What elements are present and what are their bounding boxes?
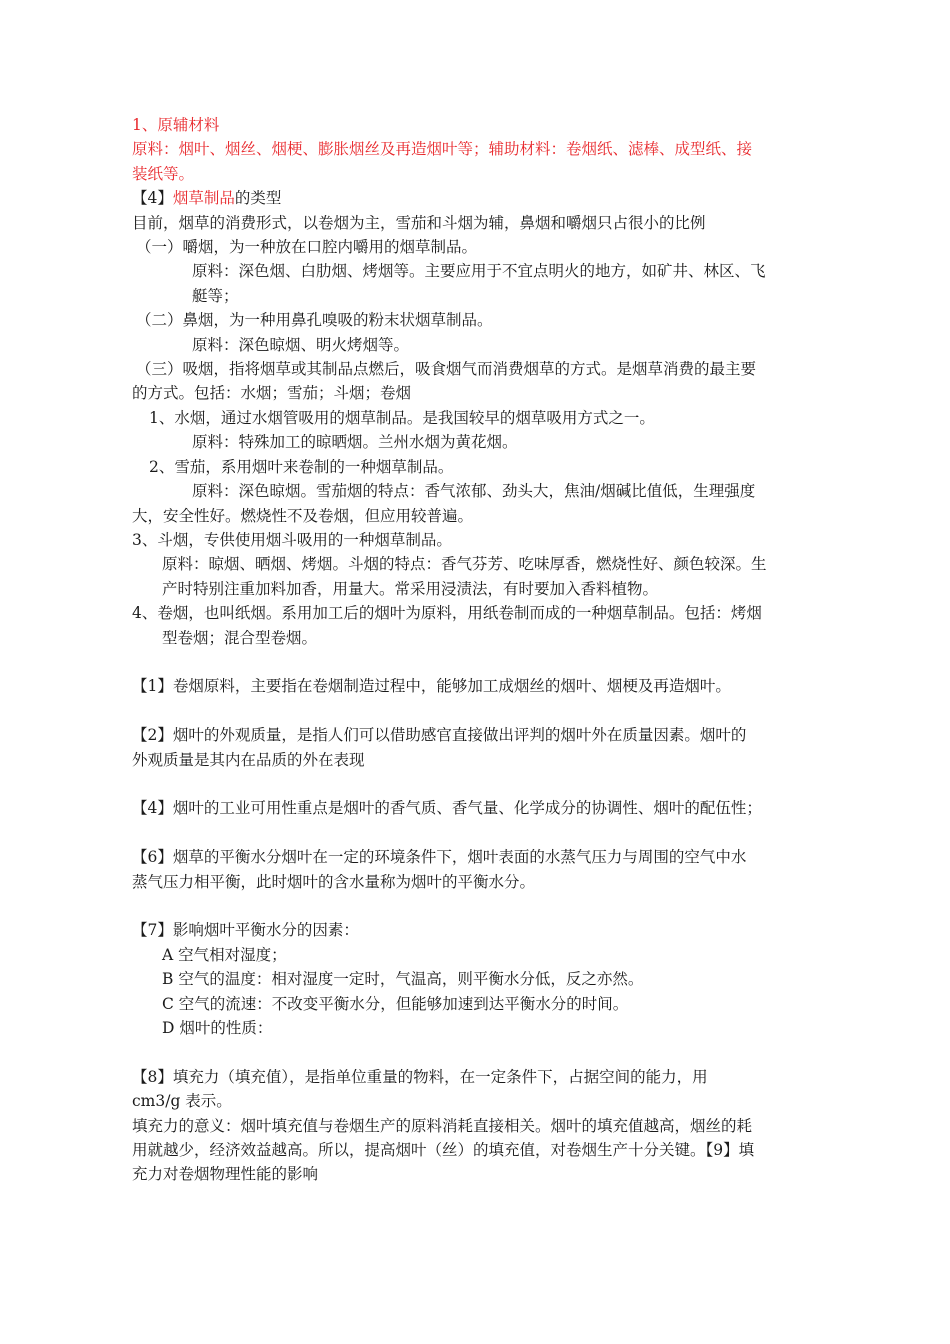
category-3-line-2: 的方式。包括：水烟；雪茄；斗烟；卷烟 xyxy=(132,384,412,403)
para-8-line-4: 用就越少，经济效益越高。所以，提高烟叶（丝）的填充值，对卷烟生产十分关键。【9】填 xyxy=(132,1140,755,1159)
para-1: 【1】卷烟原料，主要指在卷烟制造过程中，能够加工成烟丝的烟叶、烟梗及再造烟叶。 xyxy=(132,677,731,696)
spacer xyxy=(132,1040,824,1064)
para-4: 【4】烟叶的工业可用性重点是烟叶的香气质、香气量、化学成分的协调性、烟叶的配伍性； xyxy=(132,799,762,818)
document-body xyxy=(132,113,824,1187)
topic-heading xyxy=(132,186,824,210)
para-6: 【6】烟草的平衡水分烟叶在一定的环境条件下，烟叶表面的水蒸气压力与周围的空气中水 xyxy=(132,848,747,867)
subtype-3: 3、斗烟，专供使用烟斗吸用的一种烟草制品。 xyxy=(132,530,452,549)
para-8-line-2: cm3/g 表示。 xyxy=(132,1092,232,1111)
topic-suffix: 的类型 xyxy=(234,189,282,208)
para-8-line-5: 充力对卷烟物理性能的影响 xyxy=(132,1165,319,1184)
para-7: 【7】影响烟叶平衡水分的因素： xyxy=(132,921,359,940)
spacer xyxy=(132,650,824,674)
topic-number: 【4】 xyxy=(132,189,173,208)
subtype-2: 2、雪茄，系用烟叶来卷制的一种烟草制品。 xyxy=(149,457,454,476)
para-2: 【2】烟叶的外观质量，是指人们可以借助感官直接做出评判的烟叶外在质量因素。烟叶的 xyxy=(132,726,747,745)
topic-highlight: 烟草制品 xyxy=(172,189,235,208)
raw-materials-line: 原料：烟叶、烟丝、烟梗、膨胀烟丝及再造烟叶等；辅助材料：卷烟纸、滤棒、成型纸、接 xyxy=(132,140,753,159)
para-2-line-2: 外观质量是其内在品质的外在表现 xyxy=(132,750,365,769)
para-8: 【8】填充力（填充值），是指单位重量的物料，在一定条件下，占据空间的能力，用 xyxy=(132,1067,708,1086)
subtype-1: 1、水烟，通过水烟管吸用的烟草制品。是我国较早的烟草吸用方式之一。 xyxy=(149,408,655,427)
subtype-2-detail-2: 大，安全性好。燃烧性不及卷烟，但应用较普遍。 xyxy=(132,506,474,525)
factor-a: A 空气相对湿度； xyxy=(162,945,287,964)
category-1: （一）嚼烟，为一种放在口腔内嚼用的烟草制品。 xyxy=(136,238,478,257)
spacer xyxy=(132,894,824,918)
para-6-line-2: 蒸气压力相平衡，此时烟叶的含水量称为烟叶的平衡水分。 xyxy=(132,872,536,891)
subtype-1-detail: 原料：特殊加工的晾晒烟。兰州水烟为黄花烟。 xyxy=(192,433,518,452)
para-8-line-3: 填充力的意义：烟叶填充值与卷烟生产的原料消耗直接相关。烟叶的填充值越高，烟丝的耗 xyxy=(132,1116,753,1135)
section-heading: 1、原辅材料 xyxy=(132,116,220,134)
category-2: （二）鼻烟，为一种用鼻孔嗅吸的粉末状烟草制品。 xyxy=(136,311,493,330)
subtype-4-line-2: 型卷烟；混合型卷烟。 xyxy=(162,628,318,647)
factor-b: B 空气的温度：相对湿度一定时，气温高，则平衡水分低，反之亦然。 xyxy=(162,970,644,989)
subtype-4: 4、卷烟，也叫纸烟。系用加工后的烟叶为原料，用纸卷制而成的一种烟草制品。包括：烤烟 xyxy=(132,604,762,623)
subtype-3-detail-2: 产时特别注重加料加香，用量大。常采用浸渍法，有时要加入香料植物。 xyxy=(162,579,659,598)
category-1-detail: 原料：深色烟、白肋烟、烤烟等。主要应用于不宜点明火的地方，如矿井、林区、飞 xyxy=(192,262,766,281)
spacer xyxy=(132,821,824,845)
factor-c: C 空气的流速：不改变平衡水分，但能够加速到达平衡水分的时间。 xyxy=(162,994,629,1013)
category-1-detail-2: 艇等； xyxy=(192,286,239,305)
spacer xyxy=(132,772,824,796)
category-3: （三）吸烟，指将烟草或其制品点燃后，吸食烟气而消费烟草的方式。是烟草消费的最主要 xyxy=(136,360,757,379)
spacer xyxy=(132,699,824,723)
subtype-2-detail: 原料：深色晾烟。雪茄烟的特点：香气浓郁、劲头大，焦油/烟碱比值低，生理强度 xyxy=(192,482,756,501)
raw-materials-line-2: 装纸等。 xyxy=(132,164,195,183)
subtype-3-detail: 原料：晾烟、晒烟、烤烟。斗烟的特点：香气芬芳、吃味厚香，燃烧性好、颜色较深。生 xyxy=(162,555,767,574)
intro-line: 目前，烟草的消费形式，以卷烟为主，雪茄和斗烟为辅，鼻烟和嚼烟只占很小的比例 xyxy=(132,213,706,232)
factor-d: D 烟叶的性质： xyxy=(162,1018,273,1037)
category-2-detail: 原料：深色晾烟、明火烤烟等。 xyxy=(192,335,410,354)
